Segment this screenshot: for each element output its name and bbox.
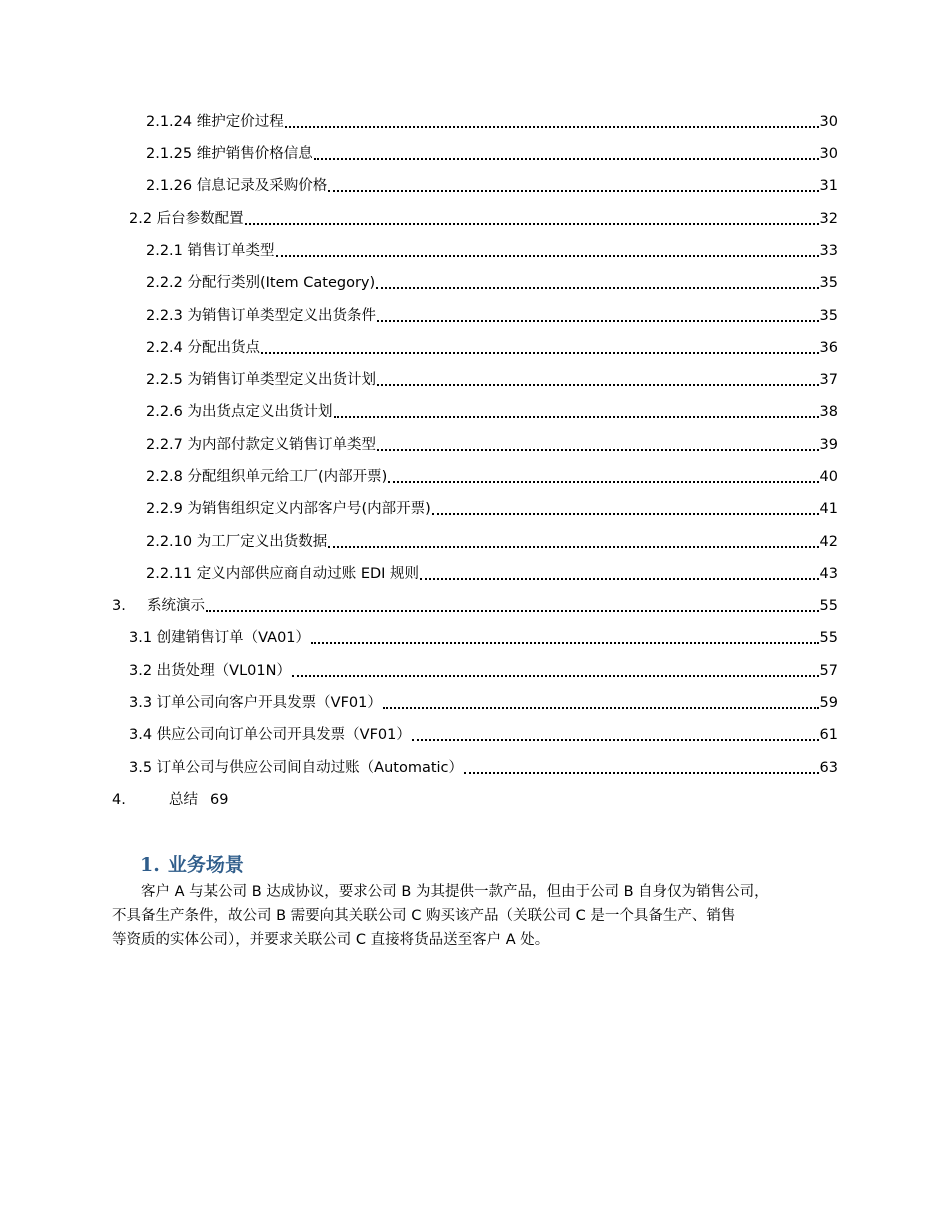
paragraph-line: 不具备生产条件，故公司 B 需要向其关联公司 C 购买该产品（关联公司 C 是一个具备生产、销售 <box>112 908 736 924</box>
toc-leader-dots <box>292 674 819 677</box>
toc-entry[interactable] <box>112 594 838 618</box>
toc-entry[interactable] <box>129 723 838 747</box>
toc-entry[interactable] <box>129 756 838 780</box>
toc-entry-page[interactable]: 57 <box>819 663 838 679</box>
paragraph-line: 客户 A 与某公司 B 达成协议，要求公司 B 为其提供一款产品，但由于公司 B 自身仅为销售公司， <box>141 884 769 900</box>
toc-leader-dots <box>328 545 818 548</box>
toc-entry[interactable] <box>146 304 838 328</box>
section-heading <box>140 851 244 879</box>
toc-entry-page[interactable]: 33 <box>819 243 838 259</box>
toc-leader-dots <box>328 189 818 192</box>
toc-leader-dots <box>377 448 819 451</box>
toc-leader-dots <box>377 383 819 386</box>
toc-entry[interactable] <box>146 433 838 457</box>
toc-entry-label[interactable]: 2.1.25 维护销售价格信息 <box>146 146 313 162</box>
toc-entry[interactable] <box>129 691 838 715</box>
toc-entry[interactable] <box>129 659 838 683</box>
toc-entry-label[interactable]: 2.2.9 为销售组织定义内部客户号(内部开票) <box>146 501 431 517</box>
toc-entry-page[interactable]: 63 <box>819 760 838 776</box>
toc-entry-label[interactable]: 2.2.4 分配出货点 <box>146 340 261 356</box>
toc-entry-label[interactable]: 2.2.1 销售订单类型 <box>146 243 275 259</box>
toc-entry[interactable] <box>146 239 838 263</box>
toc-entry-label[interactable]: 2.2 后台参数配置 <box>129 211 244 227</box>
toc-entry[interactable] <box>146 497 838 521</box>
toc-leader-dots <box>388 480 818 483</box>
toc-entry[interactable] <box>146 562 838 586</box>
toc-entry-page[interactable]: 35 <box>819 275 838 291</box>
toc-leader-dots <box>314 157 819 160</box>
toc-entry-number: 3. <box>112 598 126 614</box>
toc-leader-dots <box>285 125 819 128</box>
toc-entry-label[interactable]: 3.3 订单公司向客户开具发票（VF01） <box>129 695 382 711</box>
toc-entry-label[interactable]: 2.2.8 分配组织单元给工厂(内部开票) <box>146 469 388 485</box>
toc-entry-page[interactable]: 32 <box>819 211 838 227</box>
toc-entry-page[interactable]: 40 <box>819 469 838 485</box>
section-number: 1. <box>140 854 160 876</box>
toc-entry-title: 系统演示 <box>147 598 205 614</box>
toc-leader-dots <box>464 771 819 774</box>
toc-leader-dots <box>245 222 819 225</box>
toc-entry-page[interactable]: 42 <box>819 534 838 550</box>
toc-entry-label[interactable]: 3.2 出货处理（VL01N） <box>129 663 291 679</box>
toc-entry-page[interactable]: 31 <box>819 178 838 194</box>
toc-entry[interactable] <box>146 530 838 554</box>
toc-entry-page[interactable]: 69 <box>210 792 229 808</box>
toc-entry-title[interactable]: 总结 <box>169 792 198 808</box>
toc-entry-page[interactable]: 37 <box>819 372 838 388</box>
toc-entry[interactable] <box>146 271 838 295</box>
toc-leader-dots <box>276 254 819 257</box>
toc-entry-label[interactable]: 2.2.3 为销售订单类型定义出货条件 <box>146 308 377 324</box>
toc-entry[interactable] <box>146 368 838 392</box>
toc-entry-label[interactable]: 2.1.26 信息记录及采购价格 <box>146 178 328 194</box>
toc-entry-label[interactable]: 3.5 订单公司与供应公司间自动过账（Automatic） <box>129 760 464 776</box>
toc-entry-page[interactable]: 35 <box>819 308 838 324</box>
toc-entry-page[interactable]: 61 <box>819 727 838 743</box>
toc-entry-number: 4. <box>112 792 126 808</box>
toc-entry-label[interactable]: 2.2.10 为工厂定义出货数据 <box>146 534 328 550</box>
toc-entry[interactable] <box>146 465 838 489</box>
toc-entry-page[interactable]: 55 <box>819 598 838 614</box>
toc-entry-label[interactable]: 2.2.2 分配行类别(Item Category) <box>146 275 376 291</box>
toc-entry[interactable] <box>112 788 228 812</box>
toc-entry[interactable] <box>146 336 838 360</box>
toc-leader-dots <box>261 351 819 354</box>
toc-entry-page[interactable]: 36 <box>819 340 838 356</box>
body-paragraph <box>112 880 847 952</box>
paragraph-line: 等资质的实体公司），并要求关联公司 C 直接将货品送至客户 A 处。 <box>112 932 550 948</box>
toc-leader-dots <box>377 319 819 322</box>
toc-entry[interactable] <box>129 626 838 650</box>
toc-leader-dots <box>206 609 819 612</box>
toc-leader-dots <box>432 512 819 515</box>
toc-entry[interactable] <box>129 207 838 231</box>
toc-entry-label[interactable]: 3.4 供应公司向订单公司开具发票（VF01） <box>129 727 411 743</box>
toc-leader-dots <box>420 577 818 580</box>
toc-entry-label[interactable]: 2.2.11 定义内部供应商自动过账 EDI 规则 <box>146 566 420 582</box>
toc-leader-dots <box>383 706 819 709</box>
toc-entry[interactable] <box>146 142 838 166</box>
toc-entry-page[interactable]: 55 <box>819 630 838 646</box>
toc-entry[interactable] <box>146 110 838 134</box>
toc-entry-page[interactable]: 38 <box>819 404 838 420</box>
toc-leader-dots <box>376 286 818 289</box>
toc-entry-page[interactable]: 39 <box>819 437 838 453</box>
toc-leader-dots <box>334 415 819 418</box>
toc-entry-label[interactable]: 2.1.24 维护定价过程 <box>146 114 284 130</box>
toc-entry[interactable] <box>146 174 838 198</box>
toc-entry-page[interactable]: 30 <box>819 146 838 162</box>
toc-entry-page[interactable]: 59 <box>819 695 838 711</box>
toc-entry-label[interactable] <box>112 594 205 618</box>
toc-leader-dots <box>412 738 819 741</box>
toc-entry-page[interactable]: 43 <box>819 566 838 582</box>
toc-entry-label[interactable]: 2.2.5 为销售订单类型定义出货计划 <box>146 372 377 388</box>
section-title: 业务场景 <box>167 854 244 876</box>
toc-entry-page[interactable]: 30 <box>819 114 838 130</box>
toc-entry-page[interactable]: 41 <box>819 501 838 517</box>
toc-entry-label[interactable]: 2.2.7 为内部付款定义销售订单类型 <box>146 437 377 453</box>
toc-entry[interactable] <box>146 400 838 424</box>
toc-leader-dots <box>311 641 819 644</box>
toc-entry-label[interactable]: 3.1 创建销售订单（VA01） <box>129 630 311 646</box>
toc-entry-label[interactable]: 2.2.6 为出货点定义出货计划 <box>146 404 333 420</box>
